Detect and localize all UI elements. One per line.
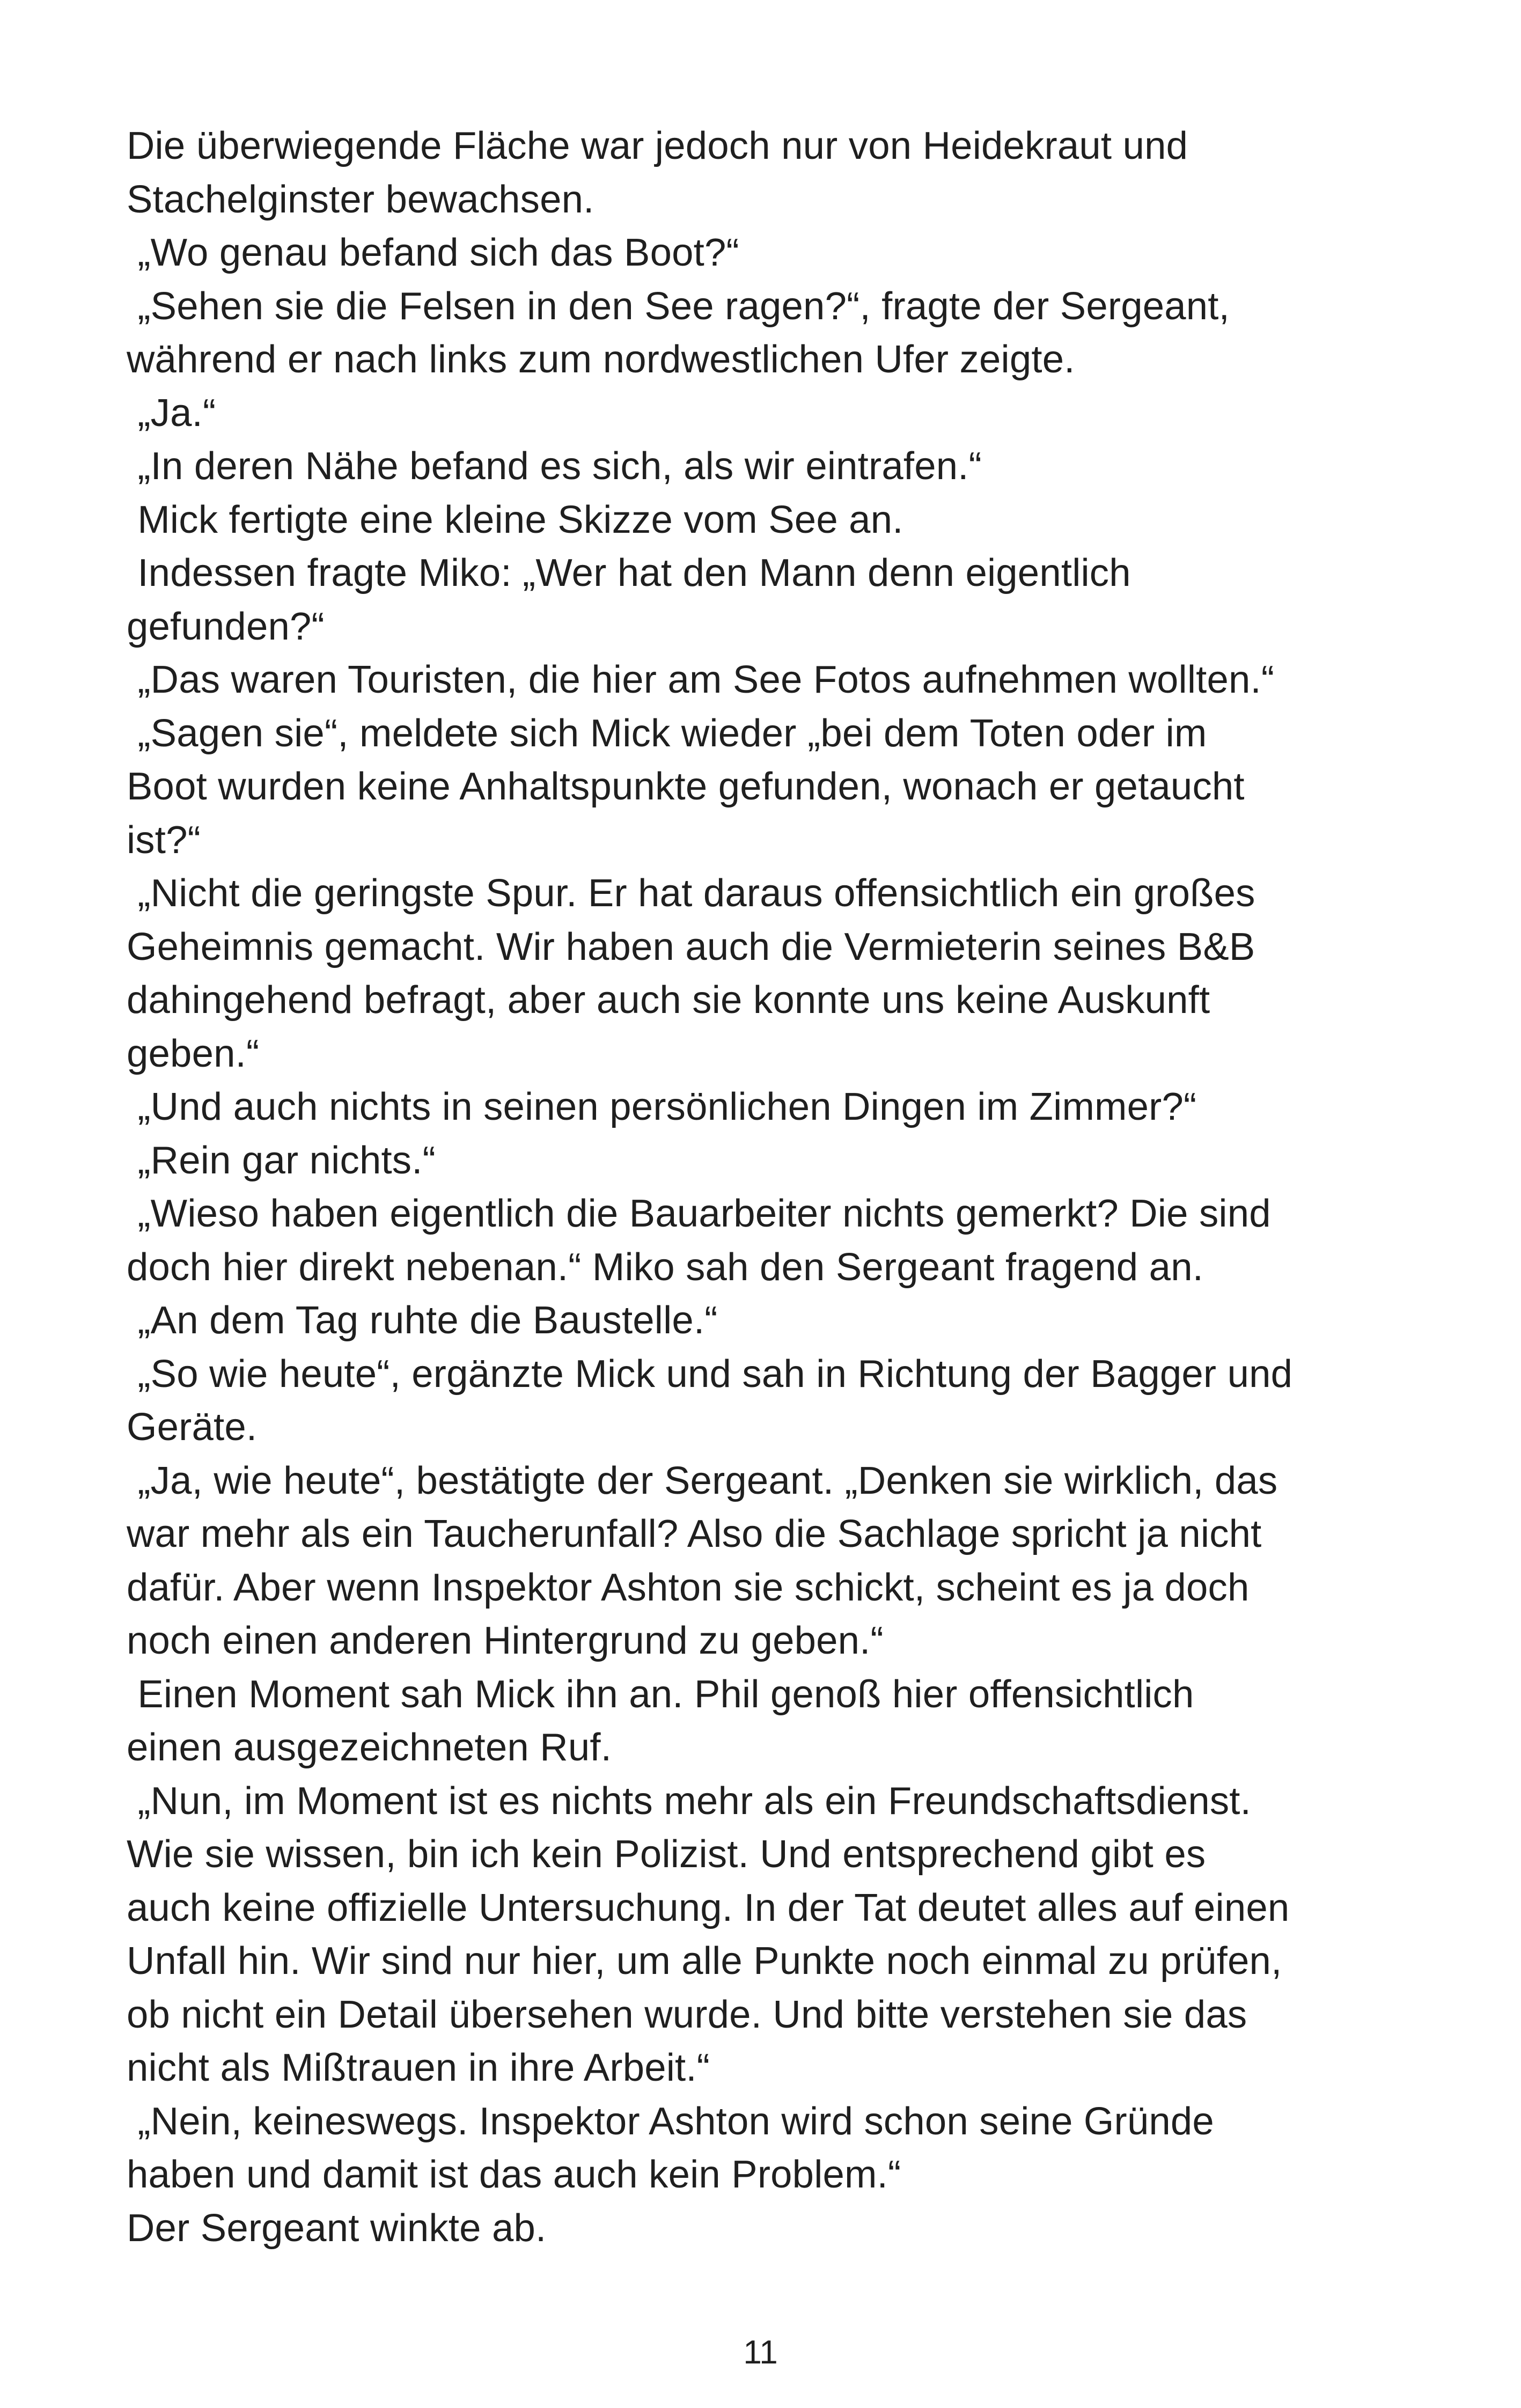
text-line: „Nun, im Moment ist es nichts mehr als ein Freundschaftsdienst.: [127, 1779, 1251, 1823]
text-line: einen ausgezeichneten Ruf.: [127, 1726, 612, 1769]
text-line: Boot wurden keine Anhaltspunkte gefunden, wonach er getaucht: [127, 765, 1245, 808]
text-line: während er nach links zum nordwestlichen Ufer zeigte.: [127, 337, 1075, 381]
text-line: dahingehend befragt, aber auch sie konnte uns keine Auskunft: [127, 978, 1210, 1022]
text-line: Stachelginster bewachsen.: [127, 177, 594, 221]
text-line: „In deren Nähe befand es sich, als wir eintrafen.“: [127, 444, 982, 488]
text-line: „Sehen sie die Felsen in den See ragen?“, fragte der Sergeant,: [127, 284, 1230, 328]
text-line: nicht als Mißtrauen in ihre Arbeit.“: [127, 2046, 710, 2089]
text-line: Mick fertigte eine kleine Skizze vom See an.: [127, 497, 903, 541]
text-line: „Ja, wie heute“, bestätigte der Sergeant. „Denken sie wirklich, das: [127, 1458, 1278, 1502]
text-line: „Ja.“: [127, 391, 216, 435]
text-line: „An dem Tag ruhte die Baustelle.“: [127, 1298, 718, 1342]
text-line: haben und damit ist das auch kein Problem.“: [127, 2153, 901, 2196]
text-line: „Nein, keineswegs. Inspektor Ashton wird schon seine Gründe: [127, 2099, 1214, 2143]
text-line: Der Sergeant winkte ab.: [127, 2206, 547, 2250]
text-line: „Wo genau befand sich das Boot?“: [127, 231, 739, 274]
text-line: „Und auch nichts in seinen persönlichen Dingen im Zimmer?“: [127, 1085, 1197, 1128]
text-line: geben.“: [127, 1031, 260, 1075]
page-number: 11: [743, 2334, 778, 2371]
text-line: Wie sie wissen, bin ich kein Polizist. Und entsprechend gibt es: [127, 1832, 1206, 1876]
text-line: ob nicht ein Detail übersehen wurde. Und bitte verstehen sie das: [127, 1992, 1247, 2036]
text-line: Indessen fragte Miko: „Wer hat den Mann denn eigentlich: [127, 551, 1131, 594]
text-line: ist?“: [127, 818, 201, 862]
text-line: doch hier direkt nebenan.“ Miko sah den Sergeant fragend an.: [127, 1245, 1204, 1289]
text-line: dafür. Aber wenn Inspektor Ashton sie schickt, scheint es ja doch: [127, 1565, 1250, 1609]
text-line: noch einen anderen Hintergrund zu geben.“: [127, 1619, 884, 1662]
text-line: „Sagen sie“, meldete sich Mick wieder „bei dem Toten oder im: [127, 711, 1207, 755]
text-line: Einen Moment sah Mick ihn an. Phil genoß hier offensichtlich: [127, 1672, 1194, 1716]
text-line: Die überwiegende Fläche war jedoch nur von Heidekraut und: [127, 124, 1188, 167]
text-line: Unfall hin. Wir sind nur hier, um alle Punkte noch einmal zu prüfen,: [127, 1939, 1282, 1983]
text-line: „Nicht die geringste Spur. Er hat daraus offensichtlich ein großes: [127, 871, 1255, 915]
text-line: „So wie heute“, ergänzte Mick und sah in Richtung der Bagger und: [127, 1352, 1293, 1396]
text-line: „Rein gar nichts.“: [127, 1138, 436, 1182]
text-line: Geheimnis gemacht. Wir haben auch die Vermieterin seines B&B: [127, 924, 1255, 968]
body-text: [127, 119, 1414, 2255]
text-line: „Wieso haben eigentlich die Bauarbeiter nichts gemerkt? Die sind: [127, 1192, 1271, 1235]
text-line: „Das waren Touristen, die hier am See Fotos aufnehmen wollten.“: [127, 658, 1275, 701]
text-line: war mehr als ein Taucherunfall? Also die Sachlage spricht ja nicht: [127, 1512, 1262, 1555]
text-line: Geräte.: [127, 1405, 258, 1449]
text-line: gefunden?“: [127, 604, 325, 648]
text-line: auch keine offizielle Untersuchung. In der Tat deutet alles auf einen: [127, 1885, 1290, 1929]
